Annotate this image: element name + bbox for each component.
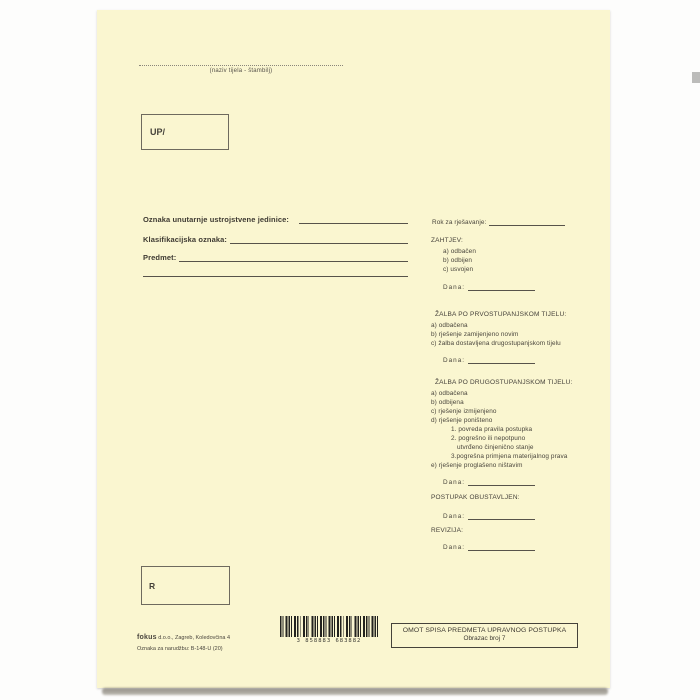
unit-label: Oznaka unutarnje ustrojstvene jedinice:	[143, 215, 290, 224]
postupak-title: POSTUPAK OBUSTAVLJEN:	[431, 494, 520, 501]
r-box-label: R	[149, 580, 156, 591]
dana-row-zahtjev	[443, 282, 535, 291]
field-row-subject	[143, 251, 408, 262]
dana-label: Dana:	[443, 357, 466, 364]
zalba1-title: ŽALBA PO PRVOSTUPANJSKOM TIJELU:	[435, 311, 567, 318]
dana-row-postupak	[443, 511, 535, 520]
rok-label: Rok za rješavanje:	[432, 219, 487, 226]
stamp-caption: (naziv tijela - štambilj)	[209, 68, 273, 74]
fill-line	[468, 289, 535, 291]
fill-line	[468, 518, 535, 520]
scan-edge-mark	[692, 72, 700, 83]
fill-line	[230, 242, 408, 244]
zalba2-title: ŽALBA PO DRUGOSTUPANJSKOM TIJELU:	[435, 379, 573, 386]
zalba1-item-a: a) odbačena	[431, 322, 468, 329]
barcode-bars	[280, 616, 378, 637]
zalba2-item-e: e) rješenje proglašeno ništavim	[431, 462, 523, 469]
publisher-line	[137, 626, 230, 644]
subject-extra-line	[143, 268, 408, 277]
dana-row-zalba2	[443, 477, 535, 486]
revizija-title: REVIZIJA:	[431, 527, 464, 534]
zahtjev-item-c: c) usvojen	[443, 266, 474, 273]
publisher-block	[137, 626, 230, 652]
up-number-box	[141, 114, 229, 150]
zalba2-item-c: c) rješenje izmijenjeno	[431, 408, 497, 415]
dana-label: Dana:	[443, 479, 466, 486]
page-bottom-shadow	[102, 688, 608, 695]
field-row-unit	[143, 213, 408, 224]
fill-line	[468, 549, 535, 551]
dana-row-zalba1	[443, 355, 535, 364]
zalba2-sub-2-cont: utvrđeno činjenično stanje	[457, 444, 534, 451]
rok-row	[432, 217, 565, 226]
zalba2-sub-3: 3.pogrešna primjena materijalnog prava	[451, 453, 568, 460]
fill-line	[299, 222, 408, 224]
dana-row-revizija	[443, 542, 535, 551]
dana-label: Dana:	[443, 513, 466, 520]
field-row-classification	[143, 233, 408, 244]
zalba2-item-b: b) odbijena	[431, 399, 464, 406]
fill-line	[179, 260, 408, 262]
zahtjev-item-b: b) odbijen	[443, 257, 473, 264]
dana-label: Dana:	[443, 544, 466, 551]
subject-label: Predmet:	[143, 253, 177, 262]
form-id-box	[391, 623, 578, 648]
publisher-address: d.o.o., Zagreb, Koledovčina 4	[156, 635, 231, 641]
zalba2-item-d: d) rješenje poništeno	[431, 417, 493, 424]
form-number: Obrazac broj 7	[463, 635, 506, 642]
zalba2-sub-2: 2. pogrešno ili nepotpuno	[451, 435, 526, 442]
zalba2-sub-1: 1. povreda pravila postupka	[451, 426, 533, 433]
barcode	[280, 616, 378, 644]
up-box-label: UP/	[150, 127, 166, 137]
publisher-logo: fokus	[137, 634, 157, 641]
fill-line	[468, 484, 535, 486]
stamp-dotted-line	[139, 56, 343, 66]
barcode-digits: 3 858883 683882	[296, 638, 362, 644]
form-title: OMOT SPISA PREDMETA UPRAVNOG POSTUPKA	[402, 627, 567, 634]
classification-label: Klasifikacijska oznaka:	[143, 235, 228, 244]
zahtjev-item-a: a) odbačen	[443, 248, 476, 255]
scanned-form-page	[97, 10, 610, 688]
zalba1-item-c: c) žalba dostavljena drugostupanjskom tijelu	[431, 340, 561, 347]
dana-label: Dana:	[443, 284, 466, 291]
stamp-area	[139, 56, 343, 74]
order-code: Oznaka za narudžbu: B-148-U (20)	[137, 646, 223, 652]
zahtjev-title: ZAHTJEV:	[431, 237, 464, 244]
zalba2-item-a: a) odbačena	[431, 390, 468, 397]
fill-line	[489, 224, 565, 226]
fill-line	[468, 362, 535, 364]
r-number-box	[141, 566, 230, 605]
zalba1-item-b: b) rješenje zamijenjeno novim	[431, 331, 519, 338]
